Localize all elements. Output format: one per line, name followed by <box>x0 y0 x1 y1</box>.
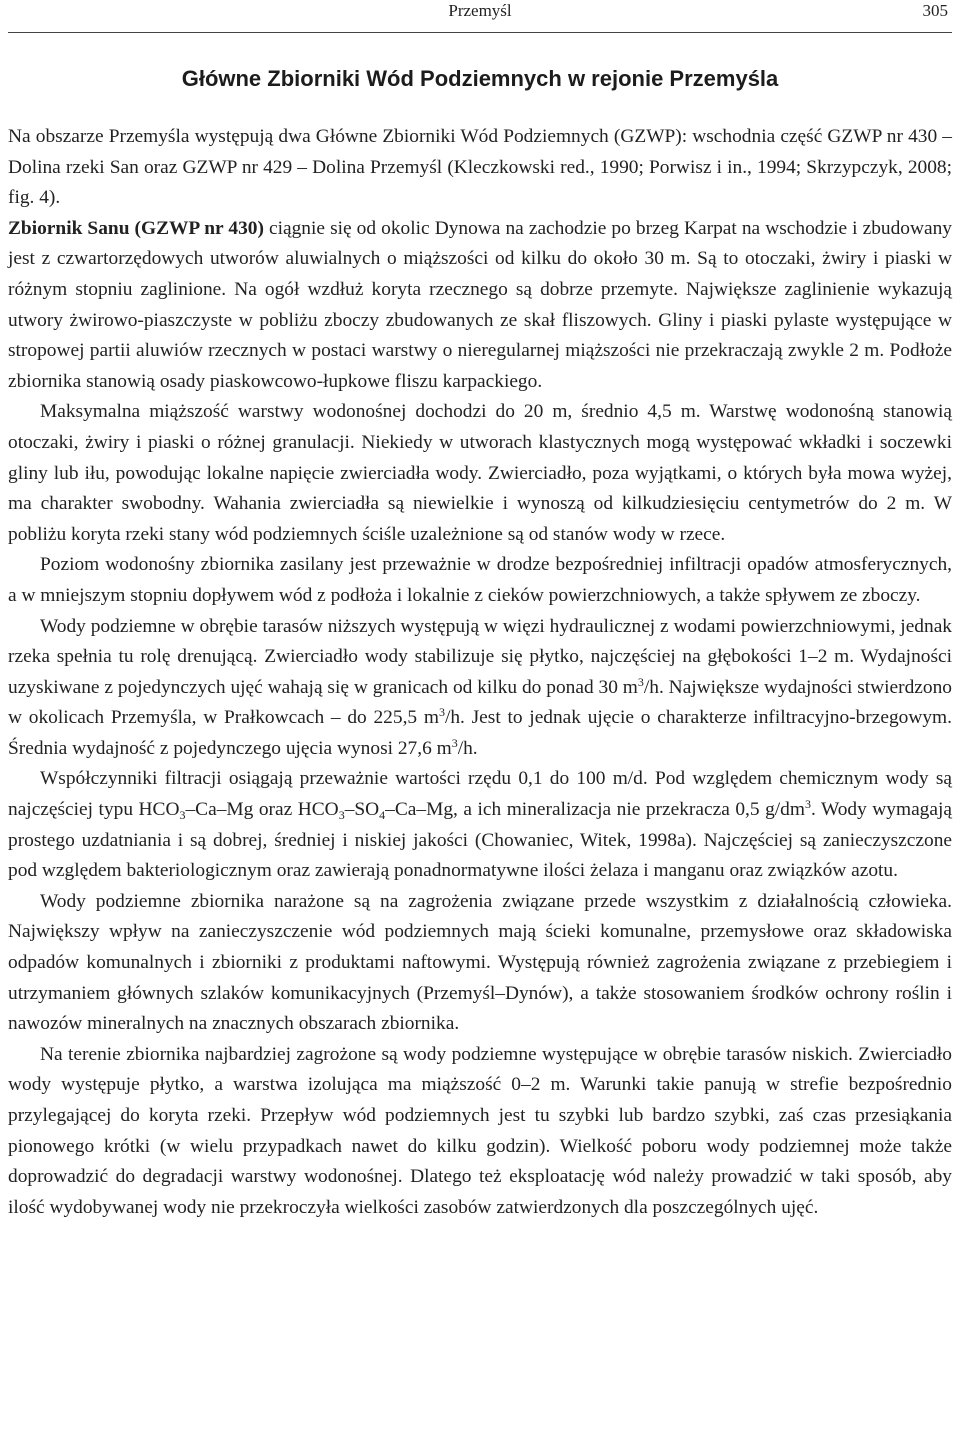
section-heading: Główne Zbiorniki Wód Podziemnych w rejonie Przemyśla <box>181 66 779 91</box>
superscript: 3 <box>637 674 644 689</box>
subscript: 3 <box>338 808 345 823</box>
running-header <box>8 0 952 33</box>
aquifer-name-bold: Zbiornik Sanu (GZWP nr 430) <box>8 217 264 239</box>
superscript: 3 <box>438 705 445 720</box>
paragraph-4: Poziom wodonośny zbiornika zasilany jest przeważnie w drodze bezpośredniej infiltracji opadów atmosferycznych, a w mniejszym stopniu dopływem wód z podłoża i lokalnie z cieków powierzchniowych, a także spływem ze zboczy. <box>8 554 952 606</box>
paragraph-6: Współczynniki filtracji osiągają przeważnie wartości rzędu 0,1 do 100 m/d. Pod względem chemicznym wody są najczęściej typu $HCO_3-Ca-Mg$ oraz $HCO_3-SO_4-Ca-Mg$, a ich mineralizacja nie przekracza 0,5 $g/dm^3$. Wody wymagają prostego uzdatniania i są dobrej, średniej i niskiej jakości (Chowaniec, Witek, 1998a). Najczęściej są zanieczyszczone pod względem bakteriologicznym oraz zawierają ponadnormatywne ilości żelaza i manganu oraz związków azotu. <box>8 768 952 882</box>
paragraph-3: Maksymalna miąższość warstwy wodonośnej dochodzi do 20 m, średnio 4,5 m. Warstwę wodonośną stanowią otoczaki, żwiry i piaski o różnej granulacji. Niekiedy w utworach klastycznych mogą występować wkładki i soczewki gliny lub iłu, powodując lokalne napięcie zwierciadła wody. Zwierciadło, poza wyjątkami, o których była mowa wyżej, ma charakter swobodny. Wahania zwierciadła są niewielkie i wynoszą od kilkudziesięciu centymetrów do 2 m. W pobliżu koryta rzeki stany wód podziemnych ściśle uzależnione są od stanów wody w rzece. <box>8 401 952 545</box>
paragraph-5: Wody podziemne w obrębie tarasów niższych występują w więzi hydraulicznej z wodami powierzchniowymi, jednak rzeka spełnia tu rolę drenującą. Zwierciadło wody stabilizuje się płytko, najczęściej na głębokości 1–2 m. Wydajności uzyskiwane z pojedynczych ujęć wahają się w granicach od kilku do ponad 30 $m^3/h$. Największe wydajności stwierdzono w okolicach Przemyśla, w Prałkowcach – do 225,5 $m^3/h$. Jest to jednak ujęcie o charakterze infiltracyjno-brzegowym. Średnia wydajność z pojedynczego ujęcia wynosi 27,6 $m^3/h$. <box>8 615 952 759</box>
paragraph-8: Na terenie zbiornika najbardziej zagrożone są wody podziemne występujące w obrębie tarasów niskich. Zwierciadło wody występuje płytko, a warstwa izolująca ma miąższość 0–2 m. Warunki takie panują w strefie bezpośrednio przylegającej do koryta rzeki. Przepływ wód podziemnych jest tu szybki lub bardzo szybki, zaś czas przesiąkania pionowego krótki (w wielu przypadkach nawet do kilku godzin). Wielkość poboru wody podziemnej może także doprowadzić do degradacji warstwy wodonośnej. Dlatego też eksploatację wód należy prowadzić w taki sposób, aby ilość wydobywanej wody nie przekroczyła wielkości zasobów zatwierdzonych dla poszczególnych ujęć. <box>8 1043 952 1218</box>
page-number: 305 <box>922 1 948 20</box>
subscript: 3 <box>179 808 186 823</box>
paragraph-7: Wody podziemne zbiornika narażone są na zagrożenia związane przede wszystkim z działalnością człowieka. Największy wpływ na zanieczyszczenie wód podziemnych mają ścieki komunalne, przemysłowe oraz składowiska odpadów komunalnych i zbiorniki z produktami naftowymi. Występują również zagrożenia związane z przebiegiem i utrzymaniem głównych szlaków komunikacyjnych (Przemyśl–Dynów), a także stosowaniem środków ochrony roślin i nawozów mineralnych na znacznych obszarach zbiornika. <box>8 890 952 1035</box>
superscript: 3 <box>451 735 458 750</box>
superscript: 3 <box>804 797 811 812</box>
body-text <box>8 122 952 1223</box>
subscript: 4 <box>379 808 386 823</box>
paragraph-2: Zbiornik Sanu (GZWP nr 430) ciągnie się od okolic Dynowa na zachodzie po brzeg Karpat na wschodzie i zbudowany jest z czwartorzędowych utworów aluwialnych o miąższości od kilku do około 30 m. Są to otoczaki, żwiry i piaski w różnym stopniu zaglinione. Na ogół wzdłuż koryta rzecznego są dobrze przemyte. Największe zaglinienie wykazują utwory żwirowo-piaszczyste w pobliżu zboczy zbudowanych ze skał fliszowych. Gliny i piaski pylaste występujące w stropowej partii aluwiów rzecznych w postaci warstwy o nieregularnej miąższości nie przekraczają zwykle 2 m. Podłoże zbiornika stanowią osady piaskowcowo-łupkowe fliszu karpackiego. <box>8 217 952 392</box>
paragraph-1: Na obszarze Przemyśla występują dwa Główne Zbiorniki Wód Podziemnych (GZWP): wschodnia część GZWP nr 430 – Dolina rzeki San oraz GZWP nr 429 – Dolina Przemyśl (Kleczkowski red., 1990; Porwisz i in., 1994; Skrzypczyk, 2008; fig. 4). <box>8 126 952 209</box>
running-header-title: Przemyśl <box>448 1 512 20</box>
